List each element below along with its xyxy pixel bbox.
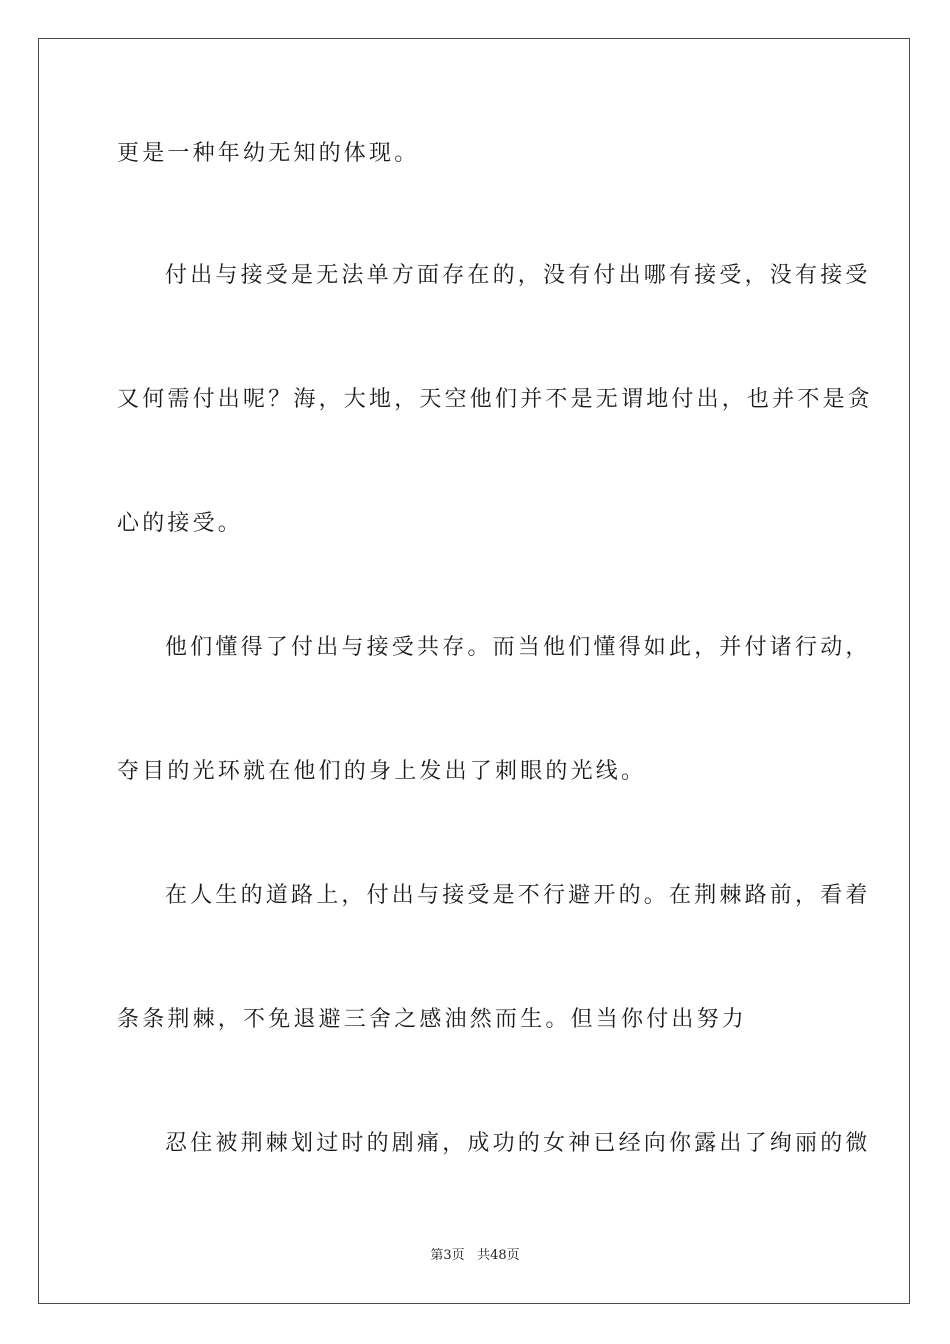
text-line-1: 更是一种年幼无知的体现。 [117,141,420,166]
text-line-5: 他们懂得了付出与接受共存。而当他们懂得如此，并付诸行动， [165,635,871,660]
text-line-9: 忍住被荆棘划过时的剧痛，成功的女神已经向你露出了绚丽的微 [165,1131,871,1156]
text-line-6: 夺目的光环就在他们的身上发出了刺眼的光线。 [117,759,647,784]
text-line-2: 付出与接受是无法单方面存在的，没有付出哪有接受，没有接受 [165,263,871,288]
page-number: 第3页 [430,1248,465,1263]
text-line-3: 又何需付出呢？海，大地，天空他们并不是无谓地付出，也并不是贪 [117,387,874,412]
page-footer [0,1248,950,1264]
page-border [38,38,910,1304]
text-line-4: 心的接受。 [117,511,244,536]
text-line-7: 在人生的道路上，付出与接受是不行避开的。在荆棘路前，看着 [165,883,871,908]
text-line-8: 条条荆棘，不免退避三舍之感油然而生。但当你付出努力 [117,1007,748,1032]
page-total: 共48页 [477,1248,520,1263]
